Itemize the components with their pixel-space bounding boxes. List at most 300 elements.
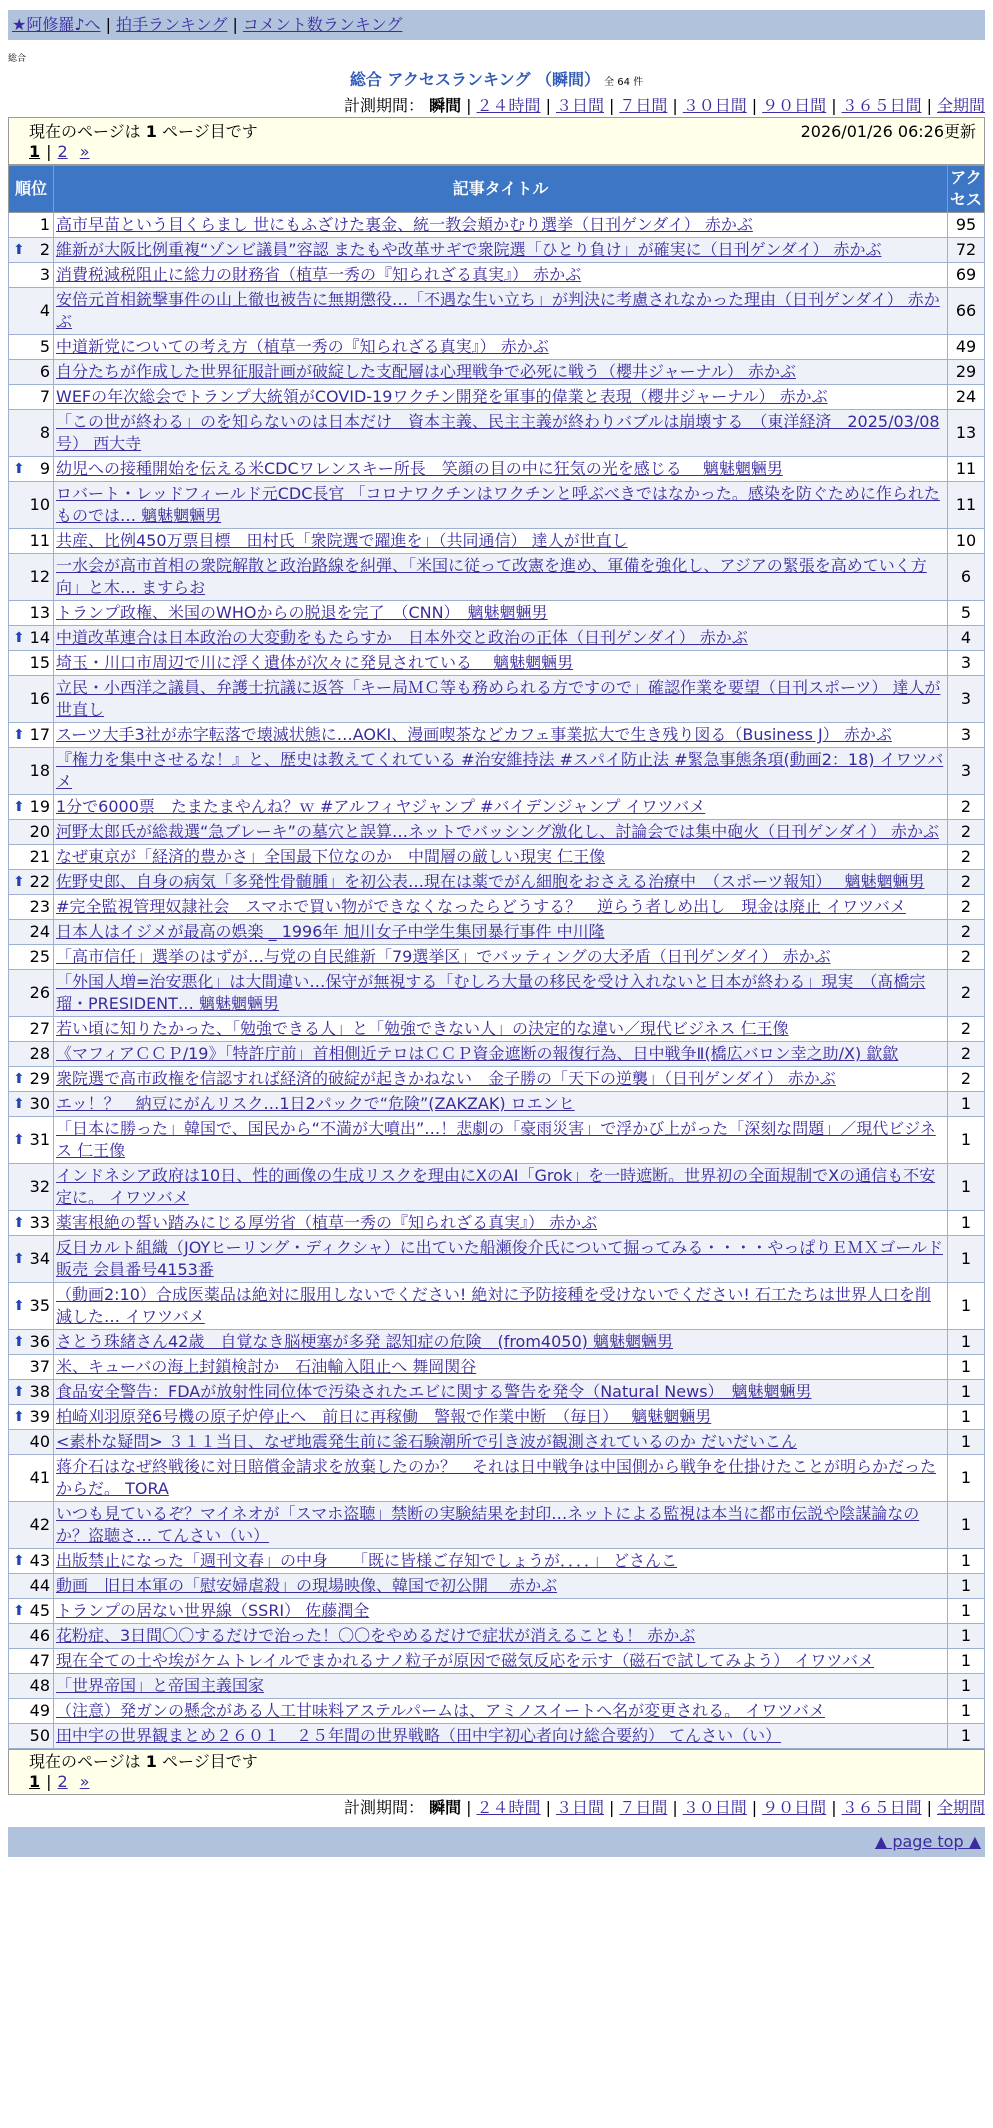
period-current: 瞬間 [429, 1798, 462, 1817]
title-cell [54, 1117, 948, 1164]
table-header-row [9, 166, 985, 213]
table-row [9, 1067, 985, 1092]
rank-cell [9, 676, 54, 723]
article-title-link[interactable]: 「高市信任」選挙のはずが…与党の自民維新「79選挙区」でバッティングの大矛盾（日刊ゲンダイ） 赤かぶ [56, 947, 831, 966]
title-cell [54, 748, 948, 795]
rank-number: 38 [29, 1382, 50, 1401]
table-row [9, 1017, 985, 1042]
up-arrow-icon: ⬆ [13, 1215, 25, 1231]
rank-number: 36 [29, 1332, 50, 1351]
rank-number: 28 [29, 1044, 50, 1063]
title-cell [54, 651, 948, 676]
article-title-link[interactable]: 自分たちが作成した世界征服計画が破綻した支配層は心理戦争で必死に戦う（櫻井ジャーナル） 赤かぶ [56, 362, 796, 381]
title-cell [54, 870, 948, 895]
table-row [9, 1283, 985, 1330]
rank-cell [9, 1724, 54, 1749]
article-title-link[interactable]: エッ！？ 納豆にがんリスク…1日2パックで“危険”(ZAKZAK) ロエンヒ [56, 1094, 575, 1113]
rank-number: 40 [29, 1432, 50, 1451]
up-arrow-icon: ⬆ [13, 799, 25, 815]
rank-cell [9, 1117, 54, 1164]
period-label: 計測期間： [344, 96, 425, 115]
article-title-link[interactable]: 消費税減税阻止に総力の財務省（植草一秀の『知られざる真実』） 赤かぶ [56, 265, 582, 284]
title-cell [54, 1502, 948, 1549]
rank-number: 15 [29, 653, 50, 672]
up-arrow-icon: ⬆ [13, 1071, 25, 1087]
article-title-link[interactable]: トランプ政権、米国のWHOからの脱退を完了 （CNN） 魑魅魍魎男 [56, 603, 548, 622]
period-link-30d[interactable]: ３０日間 [682, 96, 747, 115]
article-title-link[interactable]: 若い頃に知りたかった、「勉強できる人」と「勉強できない人」の決定的な違い／現代ビジネス 仁王像 [56, 1019, 789, 1038]
rank-cell [9, 795, 54, 820]
period-link-30d[interactable]: ３０日間 [682, 1798, 747, 1817]
rank-cell [9, 1236, 54, 1283]
rank-number: 26 [29, 983, 50, 1002]
col-header-access: アクセス [948, 166, 985, 213]
table-row [9, 1330, 985, 1355]
rank-number: 46 [29, 1626, 50, 1645]
article-title-link[interactable]: 中道新党についての考え方（植草一秀の『知られざる真実』） 赤かぶ [56, 337, 549, 356]
rank-number: 12 [29, 567, 50, 586]
period-link-365d[interactable]: ３６５日間 [841, 96, 922, 115]
rank-cell [9, 651, 54, 676]
access-count: 2 [948, 945, 985, 970]
title-cell [54, 410, 948, 457]
table-row [9, 482, 985, 529]
rank-number: 43 [29, 1551, 50, 1570]
rank-cell [9, 1355, 54, 1380]
rank-number: 23 [29, 897, 50, 916]
table-row [9, 970, 985, 1017]
article-title-link[interactable]: トランプの居ない世界線（SSRI） 佐藤潤全 [56, 1601, 370, 1620]
pager-next[interactable]: » [79, 1772, 90, 1791]
title-cell [54, 601, 948, 626]
article-title-link[interactable]: 日本人はイジメが最高の娯楽 _ 1996年 旭川女子中学生集団暴行事件 中川隆 [56, 922, 605, 941]
rank-number: 30 [29, 1094, 50, 1113]
table-row [9, 410, 985, 457]
rank-number: 34 [29, 1249, 50, 1268]
nav-link-comment-ranking[interactable]: コメント数ランキング [242, 15, 403, 34]
access-count: 24 [948, 385, 985, 410]
table-row [9, 1649, 985, 1674]
rank-cell [9, 1649, 54, 1674]
access-count: 10 [948, 529, 985, 554]
pager-next[interactable]: » [79, 142, 90, 161]
up-arrow-icon: ⬆ [13, 727, 25, 743]
rank-number: 42 [29, 1515, 50, 1534]
article-title-link[interactable]: 蒋介石はなぜ終戦後に対日賠償金請求を放棄したのか？ それは日中戦争は中国側から戦争を仕掛けたことが明らかだったからだ。 TORA [56, 1457, 937, 1498]
article-title-link[interactable]: 『権力を集中させるな！』と、歴史は教えてくれている #治安維持法 #スパイ防止法 #緊急事態条項(動画2：18) イワツバメ [56, 750, 944, 791]
table-row [9, 1724, 985, 1749]
pager-top: 1 | 2 » [29, 142, 90, 161]
access-count: 3 [948, 651, 985, 676]
rank-number: 21 [29, 847, 50, 866]
access-count: 2 [948, 1067, 985, 1092]
access-count: 1 [948, 1380, 985, 1405]
article-title-link[interactable]: 河野太郎氏が総裁選“急ブレーキ”の墓穴と誤算…ネットでバッシング激化し、討論会では集中砲火（日刊ゲンダイ） 赤かぶ [56, 822, 940, 841]
article-title-link[interactable]: WEFの年次総会でトランプ大統領がCOVID-19ワクチン開発を軍事的偉業と表現（櫻井ジャーナル） 赤かぶ [56, 387, 828, 406]
rank-number: 24 [29, 922, 50, 941]
up-arrow-icon: ⬆ [13, 1553, 25, 1569]
rank-number: 10 [29, 495, 50, 514]
title-cell [54, 1330, 948, 1355]
rank-cell [9, 1283, 54, 1330]
ranking-table [8, 165, 985, 1749]
rank-number: 16 [29, 689, 50, 708]
access-count: 2 [948, 1042, 985, 1067]
title-cell [54, 1699, 948, 1724]
access-count: 1 [948, 1455, 985, 1502]
table-row [9, 1599, 985, 1624]
access-count: 1 [948, 1649, 985, 1674]
access-count: 66 [948, 288, 985, 335]
article-title-link[interactable]: 「日本に勝った」韓国で、国民から“不満が大噴出”…！悲劇の「豪雨災害」で浮かび上がった「深刻な問題」／現代ビジネス 仁王像 [56, 1119, 936, 1160]
rank-number: 7 [39, 387, 50, 406]
table-row [9, 895, 985, 920]
rank-cell [9, 385, 54, 410]
table-row [9, 626, 985, 651]
up-arrow-icon: ⬆ [13, 630, 25, 646]
access-count: 1 [948, 1674, 985, 1699]
article-title-link[interactable]: 共産、比例450万票目標 田村氏「衆院選で躍進を」（共同通信） 達人が世直し [56, 531, 628, 550]
access-count: 1 [948, 1355, 985, 1380]
access-count: 5 [948, 601, 985, 626]
article-title-link[interactable]: さとう珠緒さん42歳 自覚なき脳梗塞が多発 認知症の危険 (from4050) 魑魅魍魎男 [56, 1332, 673, 1351]
rank-cell [9, 335, 54, 360]
period-selector-bottom: 計測期間： 瞬間 | ２４時間 | ３日間 | ７日間 | ３０日間 | ９０日間 | ３６５日間 | 全期間 [344, 1798, 985, 1817]
table-row [9, 820, 985, 845]
period-link-7d[interactable]: ７日間 [619, 1798, 668, 1817]
access-count: 95 [948, 213, 985, 238]
article-title-link[interactable]: 薬害根絶の誓い踏みにじる厚労省（植草一秀の『知られざる真実』） 赤かぶ [56, 1213, 598, 1232]
rank-cell [9, 482, 54, 529]
period-link-365d[interactable]: ３６５日間 [841, 1798, 922, 1817]
title-cell [54, 1017, 948, 1042]
rank-cell [9, 213, 54, 238]
table-row [9, 1236, 985, 1283]
article-title-link[interactable]: 反日カルト組織（JOYヒーリング・ディクシャ）に出ていた船瀬俊介氏について掘ってみる・・・・やっぱりＥＭＸゴールド販売 会員番号4153番 [56, 1238, 944, 1279]
rank-cell [9, 601, 54, 626]
table-row [9, 385, 985, 410]
article-title-link[interactable]: 出版禁止になった「週刊文春」の中身 「既に皆様ご存知でしょうが．．．．」 どさんこ [56, 1551, 678, 1570]
rank-cell [9, 1211, 54, 1236]
page-title: 総合 アクセスランキング （瞬間） [349, 70, 601, 89]
rank-cell [9, 1330, 54, 1355]
rank-cell [9, 920, 54, 945]
article-title-link[interactable]: 埼玉・川口市周辺で川に浮く遺体が次々に発見されている 魑魅魍魎男 [56, 653, 574, 672]
rank-cell [9, 410, 54, 457]
up-arrow-icon: ⬆ [13, 874, 25, 890]
access-count: 4 [948, 626, 985, 651]
rank-cell [9, 820, 54, 845]
rank-cell [9, 1042, 54, 1067]
table-row [9, 1211, 985, 1236]
table-row [9, 723, 985, 748]
access-count: 2 [948, 795, 985, 820]
rank-cell [9, 723, 54, 748]
up-arrow-icon: ⬆ [13, 242, 25, 258]
rank-number: 32 [29, 1177, 50, 1196]
nav-link-asyura[interactable]: ★阿修羅♪へ [12, 15, 101, 34]
rank-cell [9, 1699, 54, 1724]
article-title-link[interactable]: スーツ大手3社が赤字転落で壊滅状態に…AOKI、漫画喫茶などカフェ事業拡大で生き残り図る（Business J） 赤かぶ [56, 725, 892, 744]
article-title-link[interactable]: 一水会が高市首相の衆院解散と政治路線を糾弾、「米国に従って改憲を進め、軍備を強化し、アジアの緊張を高めていく方向」と木… ますらお [56, 556, 927, 597]
rank-number: 19 [29, 797, 50, 816]
rank-cell [9, 1017, 54, 1042]
period-link-3d[interactable]: ３日間 [555, 96, 604, 115]
access-count: 2 [948, 1017, 985, 1042]
rank-number: 33 [29, 1213, 50, 1232]
page-title-row [8, 70, 985, 93]
article-title-link[interactable]: 花粉症、3日間〇〇するだけで治った！〇〇をやめるだけで症状が消えることも！ 赤かぶ [56, 1626, 696, 1645]
title-cell [54, 1405, 948, 1430]
title-cell [54, 385, 948, 410]
current-page-text: 現在のページは 1 ページ目です [29, 1752, 258, 1771]
access-count: 3 [948, 676, 985, 723]
rank-cell [9, 529, 54, 554]
access-count: 1 [948, 1330, 985, 1355]
table-row [9, 457, 985, 482]
rank-cell [9, 1380, 54, 1405]
article-title-link[interactable]: 衆院選で高市政権を信認すれば経済的破綻が起きかねない 金子勝の「天下の逆襲」（日刊ゲンダイ） 赤かぶ [56, 1069, 836, 1088]
category-label: 総合 [8, 54, 27, 64]
title-cell [54, 1283, 948, 1330]
article-title-link[interactable]: 《マフィアＣＣＰ/19》「特許庁前」首相側近テロはＣＣＰ資金遮断の報復行為、日中戦争Ⅱ(橋広バロン幸之助/X) 歙歙 [56, 1044, 899, 1063]
rank-number: 20 [29, 822, 50, 841]
period-link-24h[interactable]: ２４時間 [476, 96, 541, 115]
article-title-link[interactable]: 動画 旧日本軍の「慰安婦虐殺」の現場映像、韓国で初公開 赤かぶ [56, 1576, 558, 1595]
rank-number: 5 [39, 337, 50, 356]
pager-page-2[interactable]: 2 [57, 142, 68, 161]
table-row [9, 213, 985, 238]
table-row [9, 360, 985, 385]
period-link-all[interactable]: 全期間 [936, 96, 985, 115]
article-title-link[interactable]: 「この世が終わる」のを知らないのは日本だけ 資本主義、民主主義が終わりバブルは崩壊する （東洋経済 2025/03/08号） 西大寺 [56, 412, 940, 453]
access-count: 1 [948, 1624, 985, 1649]
table-row [9, 238, 985, 263]
access-count: 49 [948, 335, 985, 360]
article-title-link[interactable]: 佐野史郎、自身の病気「多発性骨髄腫」を初公表…現在は薬でがん細胞をおさえる治療中 （スポーツ報知） 魑魅魍魎男 [56, 872, 925, 891]
article-title-link[interactable]: 「外国人増=治安悪化」は大間違い…保守が無視する「むしろ大量の移民を受け入れないと日本が終わる」現実 （髙橋宗瑠・PRESIDENT… 魑魅魍魎男 [56, 972, 926, 1013]
article-title-link[interactable]: 立民・小西洋之議員、弁護士抗議に返答「キー局ＭＣ等も務められる方ですので」確認作業を要望（日刊スポーツ） 達人が世直し [56, 678, 941, 719]
article-title-link[interactable]: 安倍元首相銃撃事件の山上徹也被告に無期懲役…「不遇な生い立ち」が判決に考慮されなかった理由（日刊ゲンダイ） 赤かぶ [56, 290, 940, 331]
article-title-link[interactable]: なぜ東京が「経済的豊かさ」全国最下位なのか 中間層の厳しい現実 仁王像 [56, 847, 606, 866]
article-title-link[interactable]: 幼児への接種開始を伝える米CDCワレンスキー所長 笑顔の目の中に狂気の光を感じる 魑魅魍魎男 [56, 459, 783, 478]
article-title-link[interactable]: いつも見ているぞ？マイネオが「スマホ盗聴」禁断の実験結果を封印…ネットによる監視は本当に都市伝説や陰謀論なのか？盗聴さ… てんさい（い） [56, 1504, 920, 1545]
table-row [9, 335, 985, 360]
access-count: 11 [948, 482, 985, 529]
table-row [9, 1674, 985, 1699]
rank-number: 2 [39, 240, 50, 259]
table-row [9, 288, 985, 335]
rank-number: 25 [29, 947, 50, 966]
rank-number: 22 [29, 872, 50, 891]
access-count: 2 [948, 820, 985, 845]
rank-number: 39 [29, 1407, 50, 1426]
article-title-link[interactable]: <素朴な疑問> ３１１当日、なぜ地震発生前に釜石験潮所で引き波が観測されているのか だいだいこん [56, 1432, 797, 1451]
pager-page-2[interactable]: 2 [57, 1772, 68, 1791]
current-page-text: 現在のページは 1 ページ目です [29, 122, 258, 141]
pager-bottom: 1 | 2 » [29, 1772, 90, 1791]
up-arrow-icon: ⬆ [13, 1603, 25, 1619]
table-row [9, 1430, 985, 1455]
rank-number: 45 [29, 1601, 50, 1620]
title-cell [54, 1380, 948, 1405]
rank-cell [9, 238, 54, 263]
access-count: 1 [948, 1549, 985, 1574]
rank-number: 48 [29, 1676, 50, 1695]
rank-cell [9, 1599, 54, 1624]
title-cell [54, 1042, 948, 1067]
rank-number: 50 [29, 1726, 50, 1745]
up-arrow-icon: ⬆ [13, 1132, 25, 1148]
article-title-link[interactable]: （注意）発ガンの懸念がある人工甘味料アステルパームは、アミノスイートへ名が変更される。 イワツバメ [56, 1701, 825, 1720]
rank-cell [9, 626, 54, 651]
up-arrow-icon: ⬆ [13, 461, 25, 477]
title-cell [54, 970, 948, 1017]
access-count: 2 [948, 920, 985, 945]
title-cell [54, 820, 948, 845]
access-count: 1 [948, 1599, 985, 1624]
nav-link-clap-ranking[interactable]: 拍手ランキング [115, 15, 228, 34]
table-row [9, 1405, 985, 1430]
rank-cell [9, 748, 54, 795]
access-count: 1 [948, 1699, 985, 1724]
rank-number: 18 [29, 761, 50, 780]
rank-cell [9, 1405, 54, 1430]
rank-cell [9, 845, 54, 870]
table-row [9, 676, 985, 723]
access-count: 29 [948, 360, 985, 385]
period-link-24h[interactable]: ２４時間 [476, 1798, 541, 1817]
access-count: 69 [948, 263, 985, 288]
access-count: 2 [948, 895, 985, 920]
article-title-link[interactable]: 現在全ての土や埃がケムトレイルでまかれるナノ粒子が原因で磁気反応を示す（磁石で試してみよう） イワツバメ [56, 1651, 875, 1670]
rank-cell [9, 360, 54, 385]
title-cell [54, 1724, 948, 1749]
rank-cell [9, 1574, 54, 1599]
table-row [9, 945, 985, 970]
title-cell [54, 676, 948, 723]
rank-number: 41 [29, 1468, 50, 1487]
rank-cell [9, 263, 54, 288]
rank-cell [9, 1502, 54, 1549]
rank-cell [9, 288, 54, 335]
table-row [9, 1164, 985, 1211]
table-row [9, 845, 985, 870]
rank-number: 8 [39, 423, 50, 442]
rank-number: 49 [29, 1701, 50, 1720]
title-cell [54, 1674, 948, 1699]
rank-number: 9 [39, 459, 50, 478]
article-title-link[interactable]: 1分で6000票 たまたまやんね？ｗ #アルフィヤジャンプ #バイデンジャンプ イワツバメ [56, 797, 706, 816]
table-row [9, 1624, 985, 1649]
nav-separator: | [232, 15, 238, 34]
rank-cell [9, 554, 54, 601]
title-cell [54, 1164, 948, 1211]
table-row [9, 1092, 985, 1117]
col-header-rank: 順位 [9, 166, 54, 213]
period-current: 瞬間 [429, 96, 462, 115]
article-title-link[interactable]: 米、キューバの海上封鎖検討か 石油輸入阻止へ 舞岡関谷 [56, 1357, 477, 1376]
title-cell [54, 626, 948, 651]
rank-number: 3 [39, 265, 50, 284]
table-row [9, 529, 985, 554]
rank-cell [9, 457, 54, 482]
table-row [9, 554, 985, 601]
title-cell [54, 1574, 948, 1599]
table-row [9, 870, 985, 895]
access-count: 3 [948, 748, 985, 795]
title-cell [54, 238, 948, 263]
article-title-link[interactable]: 柏崎刈羽原発6号機の原子炉停止へ 前日に再稼働 警報で作業中断 （毎日） 魑魅魍魎男 [56, 1407, 712, 1426]
up-arrow-icon: ⬆ [13, 1409, 25, 1425]
table-row [9, 1574, 985, 1599]
rank-cell [9, 945, 54, 970]
period-link-90d[interactable]: ９０日間 [762, 1798, 827, 1817]
access-count: 1 [948, 1236, 985, 1283]
rank-cell [9, 1549, 54, 1574]
access-count: 1 [948, 1164, 985, 1211]
title-cell [54, 554, 948, 601]
access-count: 1 [948, 1724, 985, 1749]
period-link-3d[interactable]: ３日間 [555, 1798, 604, 1817]
page-info-bottom [8, 1749, 985, 1795]
up-arrow-icon: ⬆ [13, 1298, 25, 1314]
title-cell [54, 1236, 948, 1283]
access-count: 1 [948, 1405, 985, 1430]
article-title-link[interactable]: ロバート・レッドフィールド元CDC長官 「コロナワクチンはワクチンと呼ぶべきではなかった。感染を防ぐために作られたものでは… 魑魅魍魎男 [56, 484, 940, 525]
rank-number: 11 [29, 531, 50, 550]
article-title-link[interactable]: 中道改革連合は日本政治の大変動をもたらすか 日本外交と政治の正体（日刊ゲンダイ） 赤かぶ [56, 628, 748, 647]
rank-number: 14 [29, 628, 50, 647]
access-count: 1 [948, 1092, 985, 1117]
title-cell [54, 920, 948, 945]
title-cell [54, 1430, 948, 1455]
title-cell [54, 482, 948, 529]
rank-number: 31 [29, 1130, 50, 1149]
access-count: 72 [948, 238, 985, 263]
table-row [9, 795, 985, 820]
rank-cell [9, 1067, 54, 1092]
table-row [9, 1117, 985, 1164]
period-link-7d[interactable]: ７日間 [619, 96, 668, 115]
rank-cell [9, 970, 54, 1017]
article-title-link[interactable]: （動画2:10）合成医薬品は絶対に服用しないでください! 絶対に予防接種を受けないでください! 石工たちは世界人口を削減した… イワツバメ [56, 1285, 931, 1326]
table-row [9, 1502, 985, 1549]
period-link-all[interactable]: 全期間 [936, 1798, 985, 1817]
title-cell [54, 1067, 948, 1092]
title-cell [54, 1624, 948, 1649]
title-cell [54, 895, 948, 920]
article-title-link[interactable]: #完全監視管理奴隷社会 スマホで買い物ができなくなったらどうする？ 逆らう者しめ出し 現金は廃止 イワツバメ [56, 897, 906, 916]
title-cell [54, 360, 948, 385]
page-top-link[interactable]: ▲ page top ▲ [874, 1832, 981, 1851]
article-title-link[interactable]: 維新が大阪比例重複“ゾンビ議員”容認 またもや改革サギで衆院選「ひとり負け」が確実に（日刊ゲンダイ） 赤かぶ [56, 240, 882, 259]
title-cell [54, 723, 948, 748]
rank-number: 6 [39, 362, 50, 381]
title-cell [54, 1649, 948, 1674]
table-row [9, 1455, 985, 1502]
article-title-link[interactable]: 「世界帝国」と帝国主義国家 [56, 1676, 265, 1695]
period-link-90d[interactable]: ９０日間 [762, 96, 827, 115]
article-title-link[interactable]: インドネシア政府は10日、性的画像の生成リスクを理由にXのAI「Grok」を一時遮断。世界初の全面規制でXの通信も不安定に。 イワツバメ [56, 1166, 936, 1207]
article-title-link[interactable]: 田中宇の世界観まとめ２６０１ ２５年間の世界戦略（田中宇初心者向け総合要約） てんさい（い） [56, 1726, 782, 1745]
article-title-link[interactable]: 食品安全警告：FDAが放射性同位体で汚染されたエビに関する警告を発令（Natural News） 魑魅魍魎男 [56, 1382, 812, 1401]
access-count: 1 [948, 1502, 985, 1549]
article-title-link[interactable]: 高市早苗という目くらまし 世にもふざけた裏金、統一教会頬かむり選挙（日刊ゲンダイ） 赤かぶ [56, 215, 753, 234]
rank-number: 1 [39, 215, 50, 234]
title-cell [54, 1355, 948, 1380]
total-count: 全 64 件 [604, 77, 644, 88]
